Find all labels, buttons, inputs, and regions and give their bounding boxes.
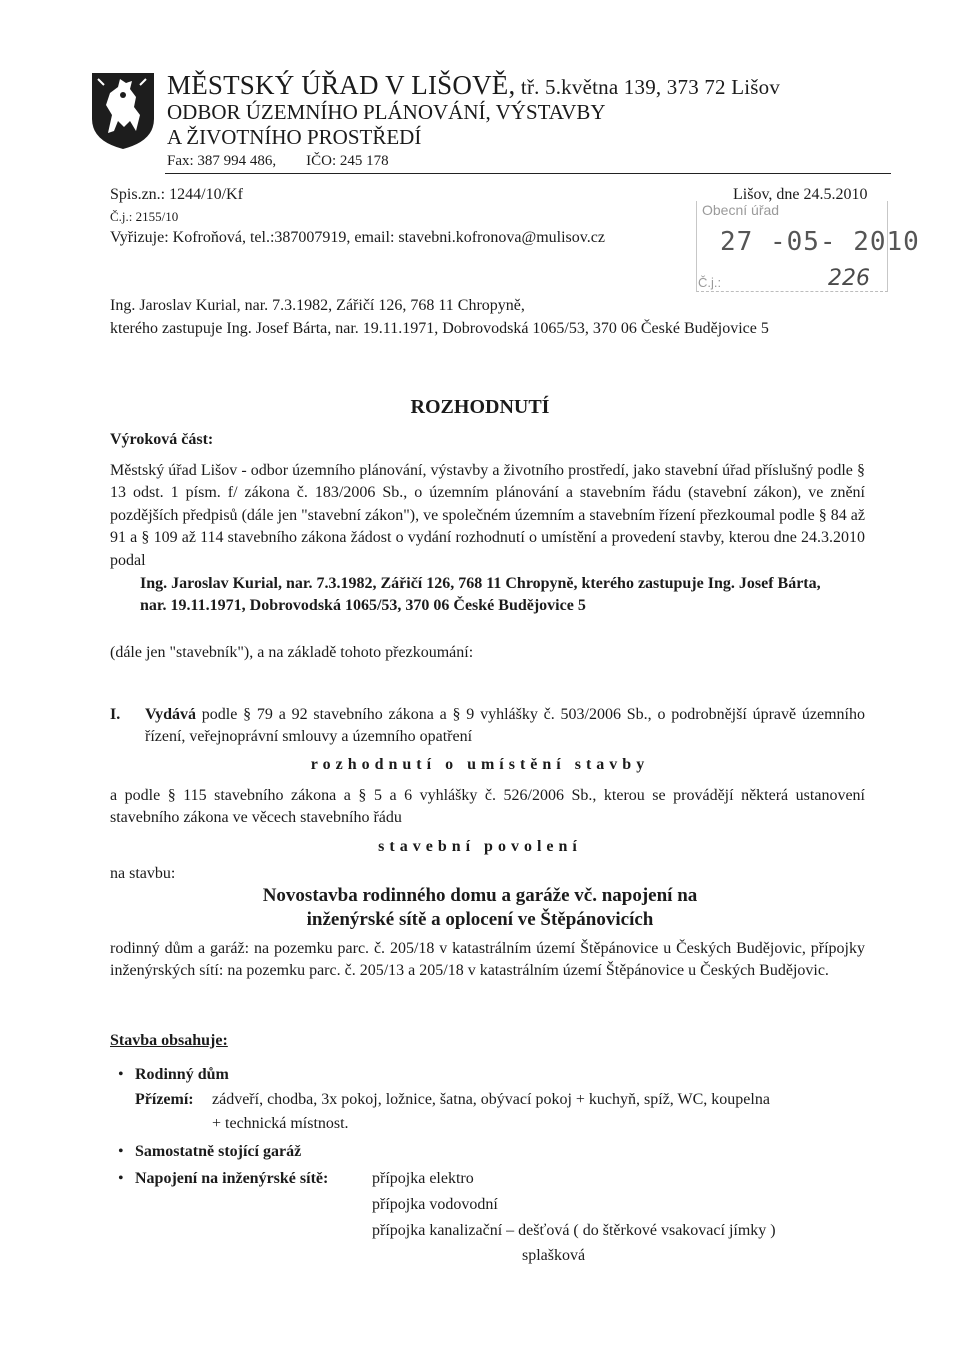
item-garage: Samostatně stojící garáž bbox=[135, 1143, 302, 1160]
stamp-number: 226 bbox=[828, 266, 870, 291]
permit-heading: stavební povolení bbox=[378, 838, 582, 855]
office-title: MĚSTSKÝ ÚŘAD V LIŠOVĚ, bbox=[167, 70, 516, 100]
handled-by: Vyřizuje: Kofroňová, tel.:387007919, email: stavebni.kofronova@mulisov.cz bbox=[110, 229, 605, 246]
stamp-received-date: 27 -05- 2010 bbox=[720, 227, 920, 257]
header-divider bbox=[165, 173, 891, 174]
item-family-house: Rodinný dům bbox=[135, 1066, 229, 1083]
registry-stamp bbox=[692, 189, 920, 301]
item-networks: Napojení na inženýrské sítě: bbox=[135, 1170, 329, 1187]
ground-floor-label: Přízemí: bbox=[135, 1091, 194, 1108]
applicant-line2: kterého zastupuje Ing. Josef Bárta, nar. 19.11.1971, Dobrovodská 1065/53, 370 06 České Budějovice 5 bbox=[110, 320, 769, 337]
place-and-date: Lišov, dne 24.5.2010 bbox=[733, 186, 868, 203]
network-item: splašková bbox=[522, 1247, 586, 1264]
office-name bbox=[167, 70, 780, 101]
building-name: Novostavba rodinného domu a garáže vč. napojení na inženýrské sítě a oplocení ve Štěpánovicích bbox=[262, 885, 698, 930]
applicant-line1: Ing. Jaroslav Kurial, nar. 7.3.1982, Zářičí 126, 768 11 Chropyně, bbox=[110, 297, 525, 314]
issues-paragraph bbox=[145, 704, 865, 749]
ground-floor-rooms: zádveří, chodba, 3x pokoj, ložnice, šatna, obývací pokoj + kuchyň, spíž, WC, koupelna bbox=[212, 1091, 770, 1108]
for-building-label: na stavbu: bbox=[110, 865, 176, 882]
file-reference: Spis.zn.: 1244/10/Kf bbox=[110, 186, 243, 203]
bullet: • bbox=[118, 1066, 124, 1083]
network-item: přípojka elektro bbox=[372, 1170, 474, 1187]
decision-heading: rozhodnutí o umístění stavby bbox=[310, 756, 650, 773]
office-address: tř. 5.května 139, 373 72 Lišov bbox=[515, 75, 781, 99]
department-line1: ODBOR ÚZEMNÍHO PLÁNOVÁNÍ, VÝSTAVBY bbox=[167, 100, 606, 124]
coat-of-arms-logo bbox=[90, 71, 156, 151]
applicant-bold: Ing. Jaroslav Kurial, nar. 7.3.1982, Zářičí 126, 768 11 Chropyně, kterého zastupuje Ing. Josef Bárta, nar. 19.11.1971, Dobrovodská 1065/53, 370 06 České Budějovice 5 bbox=[140, 575, 821, 614]
ground-floor-rooms-cont: + technická místnost. bbox=[212, 1115, 349, 1132]
building-act-paragraph: a podle § 115 stavebního zákona a § 5 a 6 vyhlášky č. 526/2006 Sb., kterou se provádějí některá ustanovení stavebního zákona ve věcech stavebního řádu bbox=[110, 787, 865, 827]
document-title: ROZHODNUTÍ bbox=[410, 396, 550, 418]
network-item: přípojka kanalizační – dešťová ( do štěrkové vsakovací jímky ) bbox=[372, 1222, 776, 1239]
section-heading: Výroková část: bbox=[110, 431, 214, 448]
network-item: přípojka vodovodní bbox=[372, 1196, 498, 1213]
bullet: • bbox=[118, 1143, 124, 1160]
ico-number: IČO: 245 178 bbox=[306, 153, 389, 169]
intro-paragraph: Městský úřad Lišov - odbor územního plánování, výstavby a životního prostředí, jako stavební úřad příslušný podle § 13 odst. 1 písm. f/ zákona č. 183/2006 Sb., o územním plánování a stavebním řádu (stavební zákon), ve znění pozdějších předpisů (dále jen "stavební zákon"), ve společném územním a stavebním řízení přezkoumal podle § 84 až 91 a § 109 až 114 stavebního zákona žádost o vydání rozhodnutí o umístění a provedení stavby, kterou dne 24.3.2010 podal bbox=[110, 462, 865, 569]
bullet: • bbox=[118, 1170, 124, 1187]
stamp-cj-label: Č.j.: bbox=[698, 275, 722, 290]
department-line2: A ŽIVOTNÍHO PROSTŘEDÍ bbox=[167, 125, 422, 149]
location-paragraph: rodinný dům a garáž: na pozemku parc. č. 205/18 v katastrálním území Štěpánovice u Českých Budějovic, přípojky inženýrských sítí: na pozemku parc. č. 205/13 a 205/18 v katastrálním území Štěpánovice u Českých Budějovic. bbox=[110, 940, 865, 980]
issues-text: podle § 79 a 92 stavebního zákona a § 9 vyhlášky č. 503/2006 Sb., o podrobnější úpravě územního řízení, veřejnoprávní smlouvy a územního opatření bbox=[145, 706, 865, 746]
contents-heading: Stavba obsahuje: bbox=[110, 1032, 228, 1049]
issues-verb: Vydává bbox=[145, 706, 196, 723]
roman-numeral: I. bbox=[110, 706, 121, 723]
hereinafter-line: (dále jen "stavebník"), a na základě tohoto přezkoumání: bbox=[110, 644, 474, 661]
fax-number: Fax: 387 994 486, bbox=[167, 153, 277, 169]
contact-line bbox=[167, 153, 389, 170]
stamp-office: Obecní úřad bbox=[702, 202, 780, 218]
document-number: Č.j.: 2155/10 bbox=[110, 209, 179, 224]
